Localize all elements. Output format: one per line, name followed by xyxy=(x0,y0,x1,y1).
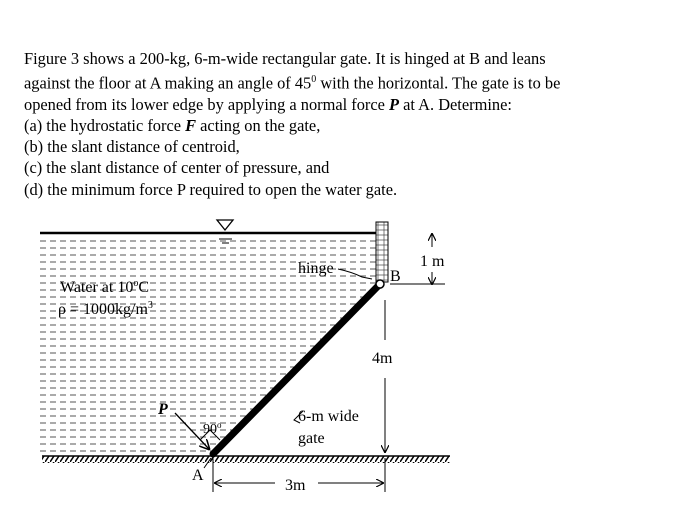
question-a-tail: acting on the gate, xyxy=(196,116,321,136)
density-label: $\rho = 1000kg/m^3$ xyxy=(58,300,153,318)
problem-line-3-tail: at A. Determine: xyxy=(399,94,512,114)
problem-line-1: Figure 3 shows a 200-kg, 6-m-wide rectangular gate. It is hinged at B and leans xyxy=(24,49,546,68)
gate-label-line-2: gate xyxy=(298,430,325,447)
free-surface-icon xyxy=(217,220,233,230)
force-p-symbol: P xyxy=(389,94,400,114)
degree-superscript: 0 xyxy=(311,74,317,86)
hinge-b xyxy=(376,280,384,288)
depth-1m-label: 1 m xyxy=(420,253,445,270)
point-b-label: B xyxy=(390,268,401,285)
dim-4m-label: 4m xyxy=(372,350,393,367)
force-f-symbol: F xyxy=(185,116,197,136)
question-a-text: (a) the hydrostatic force xyxy=(24,116,186,136)
problem-line-3-text: opened from its lower edge by applying a normal force xyxy=(24,94,390,114)
question-b: (b) the slant distance of centroid, xyxy=(24,137,240,157)
hinge-label: hinge xyxy=(298,260,334,277)
angle-label: 90$^o$ xyxy=(203,420,222,437)
point-a-label: A xyxy=(192,467,204,484)
gate-label-line-1: 6-m wide xyxy=(298,408,359,425)
wall xyxy=(376,222,388,282)
force-p-label: P xyxy=(158,401,168,418)
problem-line-2-tail: with the horizontal. The gate is to be xyxy=(316,73,561,93)
question-c: (c) the slant distance of center of pressure, and xyxy=(24,158,330,178)
question-d: (d) the minimum force P required to open the water gate. xyxy=(24,179,398,199)
problem-line-2-text: against the floor at A making an angle of 45 xyxy=(24,73,312,93)
water-label: Water at 10$^o$C xyxy=(60,278,150,296)
dim-3m-label: 3m xyxy=(285,477,306,494)
floor-hatch xyxy=(42,456,450,463)
